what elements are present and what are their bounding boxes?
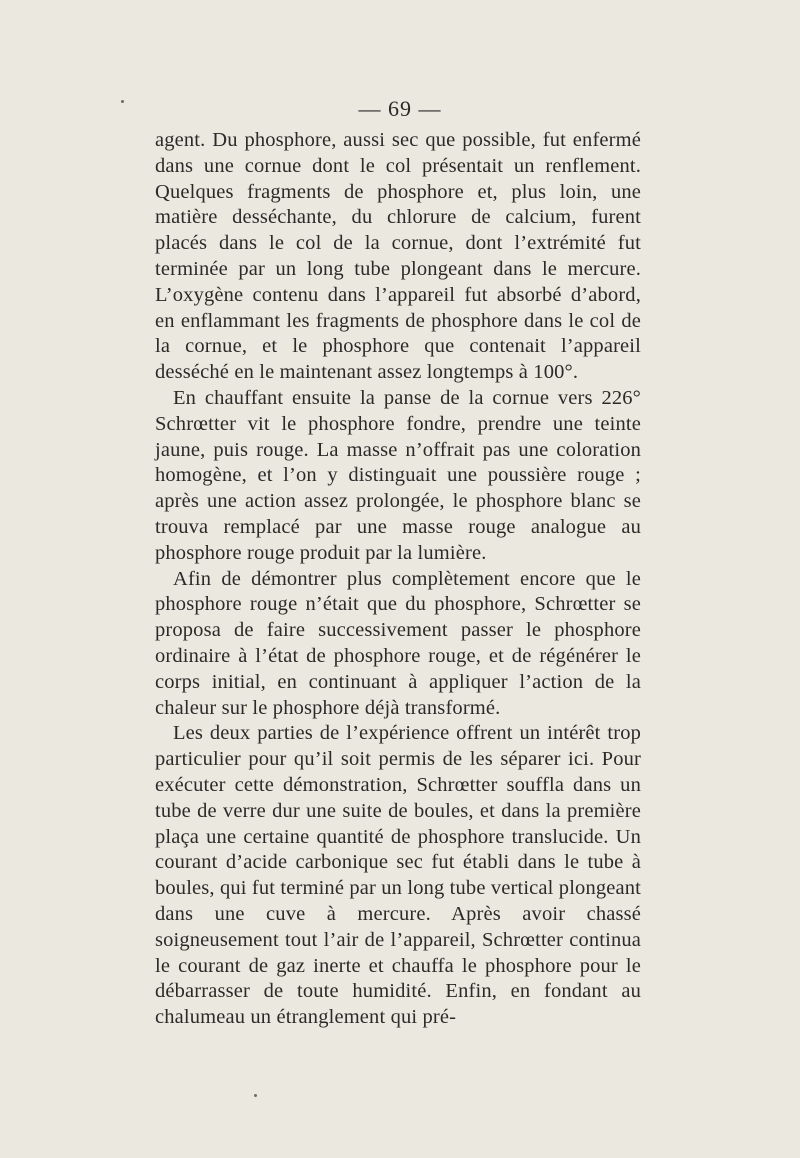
paragraph-experiment-parts: Les deux parties de l’expérience offrent un intérêt trop particulier pour qu’il soit permis de les séparer ici. Pour exécuter cette démonstration, Schrœtter souffla dans un tube de verre dur une suite de boules, et dans la première plaça une certaine quantité de phosphore translucide. Un courant d’acide carbonique sec fut établi dans le tube à boules, qui fut terminé par un long tube vertical plongeant dans une cuve à mercure. Après avoir chassé soigneusement tout l’air de l’appareil, Schrœtter continua le courant de gaz inerte et chauffa le phosphore pour le débarrasser de toute humidité. Enfin, en fondant au chalumeau un étranglement qui pré- [155,722,641,1029]
body-text [155,128,641,1031]
paragraph-continuation: agent. Du phosphore, aussi sec que possible, fut enfermé dans une cornue dont le col présentait un renflement. Quelques fragments de phosphore et, plus loin, une matière desséchante, du chlorure de calcium, furent placés dans le col de la cornue, dont l’extrémité fut terminée par un long tube plongeant dans le mercure. L’oxygène contenu dans l’appareil fut absorbé d’abord, en enflammant les fragments de phosphore dans le col de la cornue, et le phosphore que contenait l’appareil desséché en le maintenant assez longtemps à 100°. [155,129,641,384]
scan-speck-top [121,100,124,103]
paragraph-demonstration-goal: Afin de démontrer plus complètement encore que le phosphore rouge n’était que du phosphore, Schrœtter se proposa de faire successivement passer le phosphore ordinaire à l’état de phosphore rouge, et de régénérer le corps initial, en continuant à appliquer l’action de la chaleur sur le phosphore déjà transformé. [155,567,641,719]
paragraph-schroetter-heating: En chauffant ensuite la panse de la cornue vers 226° Schrœtter vit le phosphore fondre, prendre une teinte jaune, puis rouge. La masse n’offrait pas une coloration homogène, et l’on y distinguait une poussière rouge ; après une action assez prolongée, le phosphore blanc se trouva remplacé par une masse rouge analogue au phosphore rouge produit par la lumière. [155,386,641,564]
page-number: — 69 — [358,96,442,121]
scan-speck-bottom [254,1094,257,1097]
